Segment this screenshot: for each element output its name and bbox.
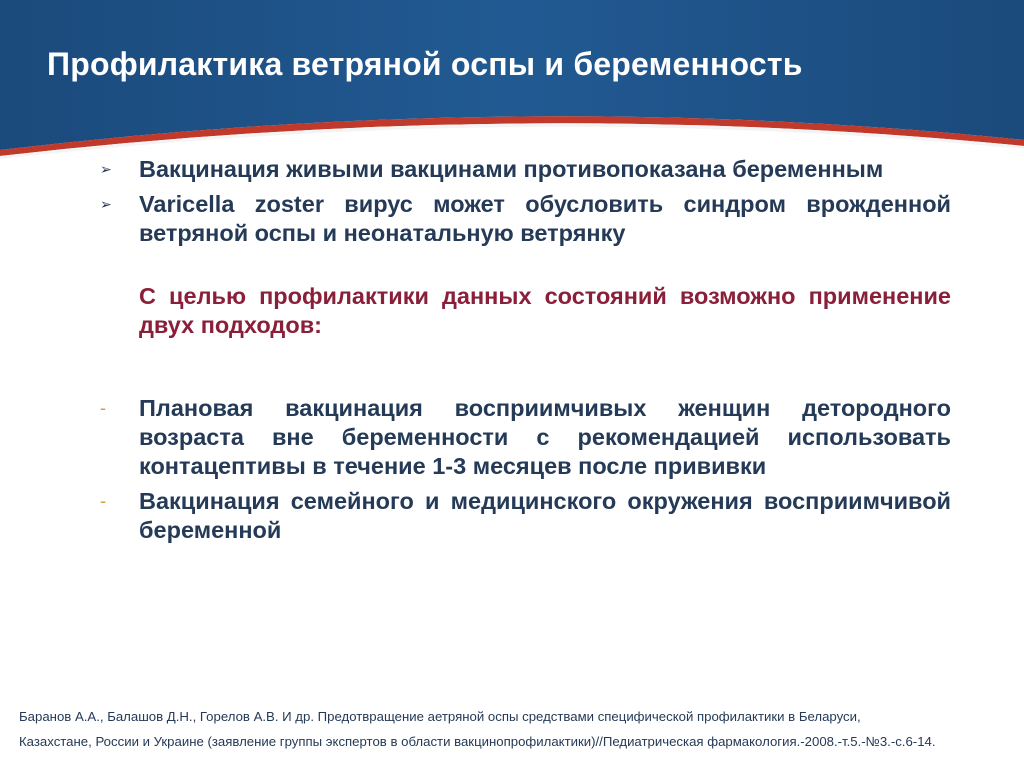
highlight-note: С целью профилактики данных состояний возможно применение двух подходов: [139,283,951,338]
slide-title: Профилактика ветряной оспы и беременность [47,46,803,82]
arrow-bullet-icon: ➢ [100,161,112,177]
reference-citation [19,704,1019,754]
approach-item [96,487,951,545]
bullet-text: Вакцинация живыми вакцинами противопоказана беременным [139,156,884,182]
dash-bullet-icon: - [100,398,106,418]
bullet-item [96,190,951,248]
content-area [96,155,951,545]
approach-text: Плановая вакцинация восприимчивых женщин детородного возраста вне беременности с рекомендацией использовать контацептивы в течение 1-3 месяцев после прививки [139,395,951,479]
dash-bullet-icon: - [100,491,106,511]
bullet-text: Varicella zoster вирус может обусловить синдром врожденной ветряной оспы и неонатальную ветрянку [139,191,951,246]
reference-line: Баранов А.А., Балашов Д.Н., Горелов А.В. И др. Предотвращение аетряной оспы средствами специфической профилактики в Беларуси, [19,709,861,724]
bullet-item [96,155,951,184]
arrow-bullet-icon: ➢ [100,196,112,212]
approach-text: Вакцинация семейного и медицинского окружения восприимчивой беременной [139,488,951,543]
reference-line: Казахстане, России и Украине (заявление группы экспертов в области вакцинопрофилактики)//Педиатрическая фармакология.-2008.-т.5.-№3.-с.6-14. [19,734,936,749]
approach-item [96,394,951,481]
header-band [0,0,1024,170]
